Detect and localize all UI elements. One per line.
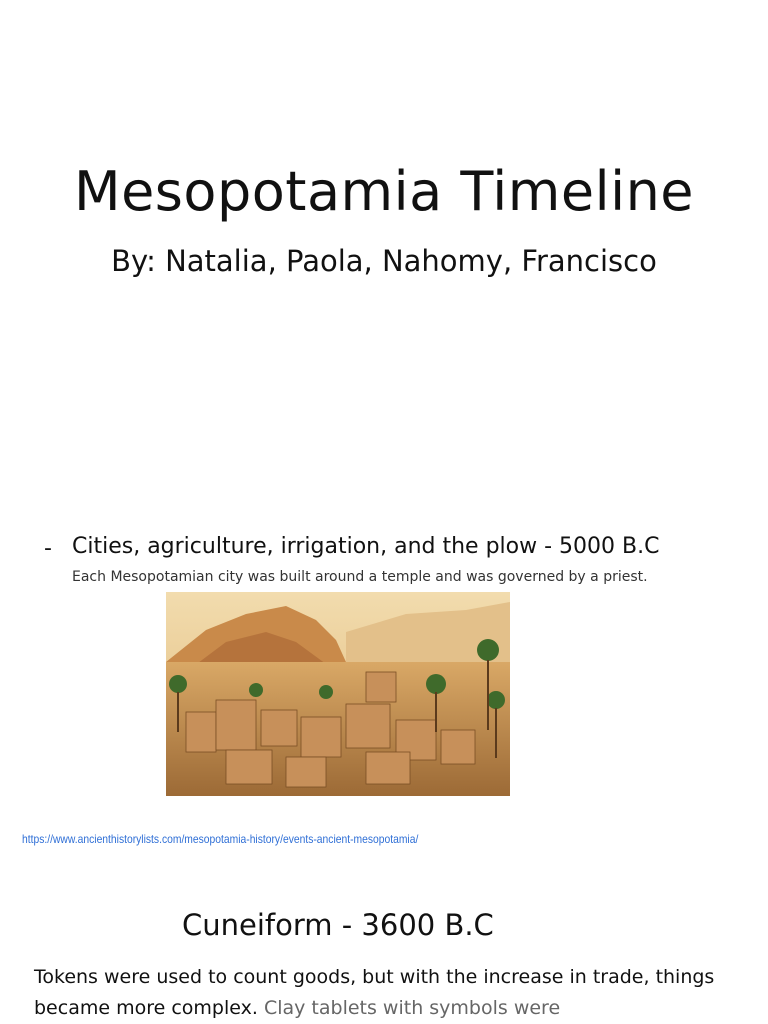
paragraph-text-muted: Clay tablets with symbols were <box>263 997 561 1019</box>
paragraph-text: Tokens were used to count goods, but with the increase in trade, things became more complex. <box>34 966 715 1019</box>
page-title: Mesopotamia Timeline <box>73 160 695 223</box>
mesopotamian-city-image <box>166 592 510 796</box>
source-link[interactable]: https://www.ancienthistorylists.com/mesopotamia-history/events-ancient-mesopotamia/ <box>22 832 419 846</box>
authors-byline: By: Natalia, Paola, Nahomy, Francisco <box>111 244 657 278</box>
section-heading-cuneiform: Cuneiform - 3600 B.C <box>182 908 494 942</box>
timeline-item-description: Each Mesopotamian city was built around a temple and was governed by a priest. <box>72 569 648 585</box>
timeline-item-heading: Cities, agriculture, irrigation, and the plow - 5000 B.C <box>72 534 660 559</box>
bullet-marker: - <box>44 536 52 561</box>
cuneiform-paragraph <box>34 962 734 1024</box>
